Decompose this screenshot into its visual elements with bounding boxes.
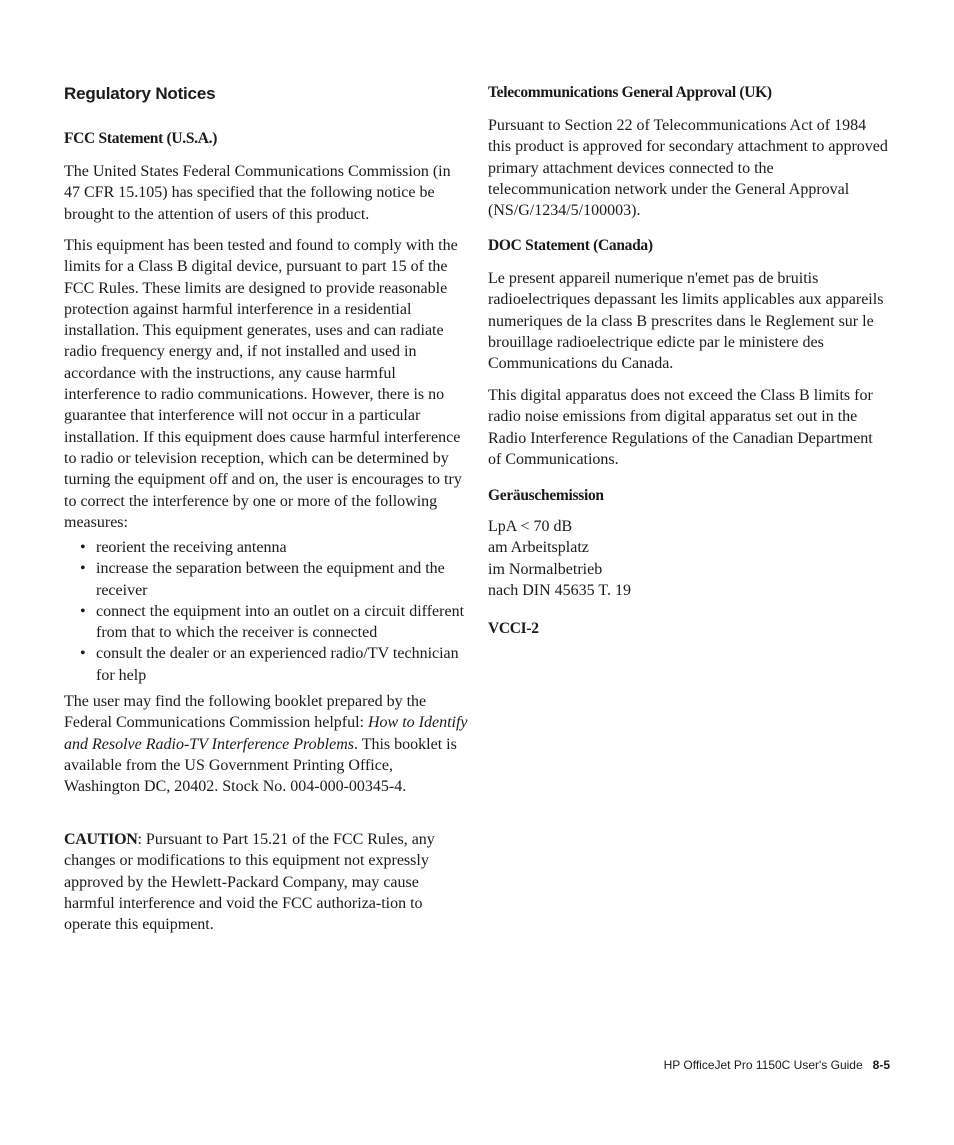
page-number: 8-5 [872, 1058, 890, 1072]
bullet-icon: • [80, 645, 86, 663]
list-item: • reorient the receiving antenna [64, 537, 468, 558]
gerausch-lines: LpA < 70 dB am Arbeitsplatz im Normalbetrieb nach DIN 45635 T. 19 [488, 518, 631, 599]
footer-guide-title: HP OfficeJet Pro 1150C User's Guide [663, 1058, 863, 1072]
list-item: • increase the separation between the equipment and the receiver [80, 560, 445, 599]
doc-heading: DOC Statement (Canada) [488, 237, 653, 254]
fcc-paragraph-2: This equipment has been tested and found to comply with the limits for a Class B digital device, pursuant to part 15 of the FCC Rules. These limits are designed to provide reasonable protection against harmful interference in a residential installation. This equipment generates, uses and can radiate radio frequency energy and, if not installed and used in accordance with the instructions, any cause harmful interference to radio communications. However, there is no guarantee that interference will not occur in a particular installation. If this equipment does cause harmful interference to radio or television reception, which can be determined by turning the equipment off and on, the user is encourages to try to correct the interference by one or more of the following measures: [64, 237, 462, 531]
fcc-heading: FCC Statement (U.S.A.) [64, 130, 218, 147]
list-item: • consult the dealer or an experienced radio/TV technician for help [80, 645, 459, 684]
bullet-icon: • [80, 602, 86, 620]
vcci-heading: VCCI-2 [488, 620, 539, 637]
uk-paragraph: Pursuant to Section 22 of Telecommunications Act of 1984 this product is approved for secondary attachment to approved primary attachment devices connected to the telecommunication network under the General Approval (NS/G/1234/5/100003). [488, 117, 888, 220]
caution-paragraph: CAUTION: Pursuant to Part 15.21 of the FCC Rules, any changes or modifications to this equipment not expressly approved by the Hewlett-Packard Company, may cause harmful interference and void the FCC authoriza-tion to operate this equipment. [64, 831, 435, 934]
doc-paragraph-fr: Le present appareil numerique n'emet pas de bruitis radioelectriques depassant les limits applicables aux appareils numeriques de la class B prescrites dans le Reglement sur le brouillage radioelectrique edicte par le ministere des Communications du Canada. [488, 270, 884, 373]
page-title: Regulatory Notices [64, 84, 216, 103]
caution-label: CAUTION [64, 831, 138, 848]
bullet-icon: • [80, 560, 86, 578]
measures-list [64, 537, 468, 686]
page-footer [0, 1058, 890, 1072]
gerausch-heading: Geräuschemission [488, 487, 604, 504]
booklet-title: How to Identify and Resolve Radio-TV Interference Problems [64, 714, 468, 753]
bullet-icon: • [80, 539, 86, 556]
doc-paragraph-en: This digital apparatus does not exceed the Class B limits for radio noise emissions from digital apparatus set out in the Radio Interference Regulations of the Canadian Department of Communications. [488, 387, 873, 468]
uk-heading: Telecommunications General Approval (UK) [488, 84, 772, 101]
booklet-paragraph: The user may find the following booklet prepared by the Federal Communications Commission helpful: How to Identify and Resolve Radio-TV Interference Problems. This booklet is available from the US Government Printing Office, Washington DC, 20402. Stock No. 004-000-00345-4. [64, 693, 468, 796]
list-item: • connect the equipment into an outlet on a circuit different from that to which the receiver is connected [80, 602, 465, 642]
fcc-paragraph-1: The United States Federal Communications Commission (in 47 CFR 15.105) has specified that the following notice be brought to the attention of users of this product. [64, 163, 451, 223]
